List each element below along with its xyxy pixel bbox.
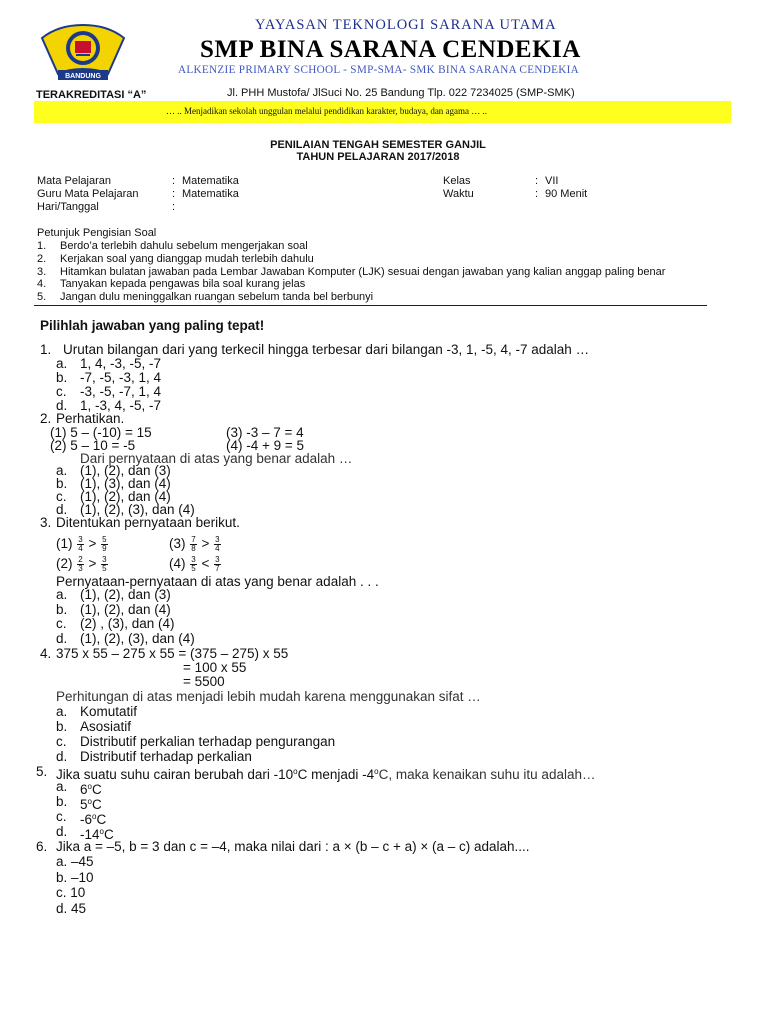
- option-text: Distributif terhadap perkalian: [80, 749, 252, 764]
- option-text: 6$^o$C: [80, 782, 102, 797]
- question-3-text: Ditentukan pernyataan berikut.: [56, 515, 240, 530]
- option-text: (1), (2), dan (3): [80, 587, 171, 602]
- date-label: Hari/Tanggal: [37, 201, 99, 213]
- option-text: (1), (2), dan (4): [80, 602, 171, 617]
- question-6-text: Jika a = –5, b = 3 dan c = –4, maka nilai dari : a × (b – c + a) × (a – c) adalah....: [56, 839, 530, 854]
- statement-2: (2) 5 – 10 = -5: [50, 438, 136, 453]
- option-text: Komutatif: [80, 704, 138, 719]
- question-1-number: 1.: [40, 342, 52, 357]
- fraction-statement-1: (1) $\frac{3}{4}$ > $\frac{5}{9}$: [56, 535, 107, 553]
- option-text: c. 10: [56, 885, 86, 900]
- option: d.: [56, 398, 68, 413]
- option: b.: [56, 602, 68, 617]
- option-text: 1, 4, -3, -5, -7: [80, 356, 162, 371]
- option-text: d. 45: [56, 901, 87, 916]
- question-6-number: 6.: [36, 839, 48, 854]
- option: b.: [56, 476, 68, 491]
- option-text: (1), (2), dan (4): [80, 489, 171, 504]
- teacher-label: Guru Mata Pelajaran: [37, 188, 139, 200]
- instructions-title: Petunjuk Pengisian Soal: [37, 227, 157, 239]
- school-address: Jl. PHH Mustofa/ JlSuci No. 25 Bandung Tlp. 022 7234025 (SMP-SMK): [227, 87, 575, 99]
- option: c.: [56, 734, 67, 749]
- option-text: -6$^o$C: [80, 812, 107, 827]
- question-4-number: 4.: [40, 646, 52, 661]
- question-3-number: 3.: [40, 515, 52, 530]
- option-text: (1), (2), dan (3): [80, 463, 171, 478]
- time-label: Waktu: [443, 188, 474, 200]
- option-text: (2) , (3), dan (4): [80, 616, 175, 631]
- info-sep: :: [535, 188, 539, 200]
- exam-title: PENILAIAN TENGAH SEMESTER GANJIL: [270, 139, 486, 151]
- option: c.: [56, 616, 67, 631]
- school-name: SMP BINA SARANA CENDEKIA: [200, 36, 581, 63]
- option-text: 1, -3, 4, -5, -7: [80, 398, 162, 413]
- time-value: 90 Menit: [545, 188, 588, 200]
- question-4-line-3: = 5500: [183, 674, 225, 689]
- info-sep: :: [172, 188, 176, 200]
- svg-text:BANDUNG: BANDUNG: [65, 73, 101, 80]
- option: d.: [56, 824, 68, 839]
- school-affiliations: ALKENZIE PRIMARY SCHOOL - SMP-SMA- SMK BINA SARANA CENDEKIA: [178, 64, 580, 76]
- option-text: (1), (3), dan (4): [80, 476, 171, 491]
- class-label: Kelas: [443, 175, 471, 187]
- section-divider: [34, 305, 707, 306]
- question-2-text: Perhatikan.: [56, 411, 125, 426]
- option: d.: [56, 502, 68, 517]
- option-text: b. –10: [56, 870, 94, 885]
- fraction-statement-3: (3) $\frac{7}{8}$ > $\frac{3}{4}$: [169, 535, 220, 553]
- option: a.: [56, 356, 68, 371]
- option: c.: [56, 809, 67, 824]
- option-text: (1), (2), (3), dan (4): [80, 502, 195, 517]
- option-text: 5$^o$C: [80, 797, 102, 812]
- question-5-number: 5.: [36, 764, 48, 779]
- questions-lead: Pilihlah jawaban yang paling tepat!: [40, 318, 265, 333]
- question-3-prompt: Pernyataan-pernyataan di atas yang benar adalah . . .: [56, 574, 379, 589]
- option-text: -3, -5, -7, 1, 4: [80, 384, 162, 399]
- option: a.: [56, 463, 68, 478]
- option-text: a. –45: [56, 854, 94, 869]
- info-sep: :: [172, 201, 176, 213]
- option: b.: [56, 719, 68, 734]
- accreditation-label: TERAKREDITASI “A”: [36, 89, 147, 101]
- info-sep: :: [535, 175, 539, 187]
- info-sep: :: [172, 175, 176, 187]
- exam-year: TAHUN PELAJARAN 2017/2018: [296, 151, 460, 163]
- question-4-line-2: = 100 x 55: [183, 660, 247, 675]
- option: b.: [56, 794, 68, 809]
- statement-4: (4) -4 + 9 = 5: [226, 438, 305, 453]
- option: a.: [56, 587, 68, 602]
- statement-3: (3) -3 – 7 = 4: [226, 425, 304, 440]
- option: c.: [56, 384, 67, 399]
- question-4-prompt: Perhitungan di atas menjadi lebih mudah karena menggunakan sifat …: [56, 689, 481, 704]
- option: a.: [56, 779, 68, 794]
- question-4-line-1: 375 x 55 – 275 x 55 = (375 – 275) x 55: [56, 646, 289, 661]
- school-motto: … .. Menjadikan sekolah unggulan melalui pendidikan karakter, budaya, dan agama … ..: [166, 106, 488, 116]
- question-1-text: Urutan bilangan dari yang terkecil hingga terbesar dari bilangan -3, 1, -5, 4, -7 adalah …: [63, 342, 590, 357]
- option: c.: [56, 489, 67, 504]
- foundation-name: YAYASAN TEKNOLOGI SARANA UTAMA: [255, 17, 557, 33]
- statement-1: (1) 5 – (-10) = 15: [50, 425, 152, 440]
- teacher-value: Matematika: [182, 188, 239, 200]
- option: d.: [56, 631, 68, 646]
- question-2-prompt: Dari pernyataan di atas yang benar adalah …: [80, 451, 353, 466]
- fraction-statement-4: (4) $\frac{3}{5}$ < $\frac{3}{7}$: [169, 555, 220, 573]
- option-text: -7, -5, -3, 1, 4: [80, 370, 162, 385]
- class-value: VII: [545, 175, 559, 187]
- subject-value: Matematika: [182, 175, 239, 187]
- fraction-statement-2: (2) $\frac{2}{3}$ > $\frac{3}{5}$: [56, 555, 107, 573]
- option: a.: [56, 704, 68, 719]
- option-text: -14$^o$C: [80, 827, 114, 842]
- option-text: (1), (2), (3), dan (4): [80, 631, 195, 646]
- option: b.: [56, 370, 68, 385]
- question-2-number: 2.: [40, 411, 52, 426]
- school-logo: [38, 22, 128, 82]
- option-text: Asosiatif: [80, 719, 132, 734]
- option: d.: [56, 749, 68, 764]
- option-text: Distributif perkalian terhadap pengurangan: [80, 734, 336, 749]
- question-5-text: Jika suatu suhu cairan berubah dari -10$^o$C menjadi -4$^o$C, maka kenaikan suhu itu adalah…: [56, 767, 596, 782]
- subject-label: Mata Pelajaran: [37, 175, 111, 187]
